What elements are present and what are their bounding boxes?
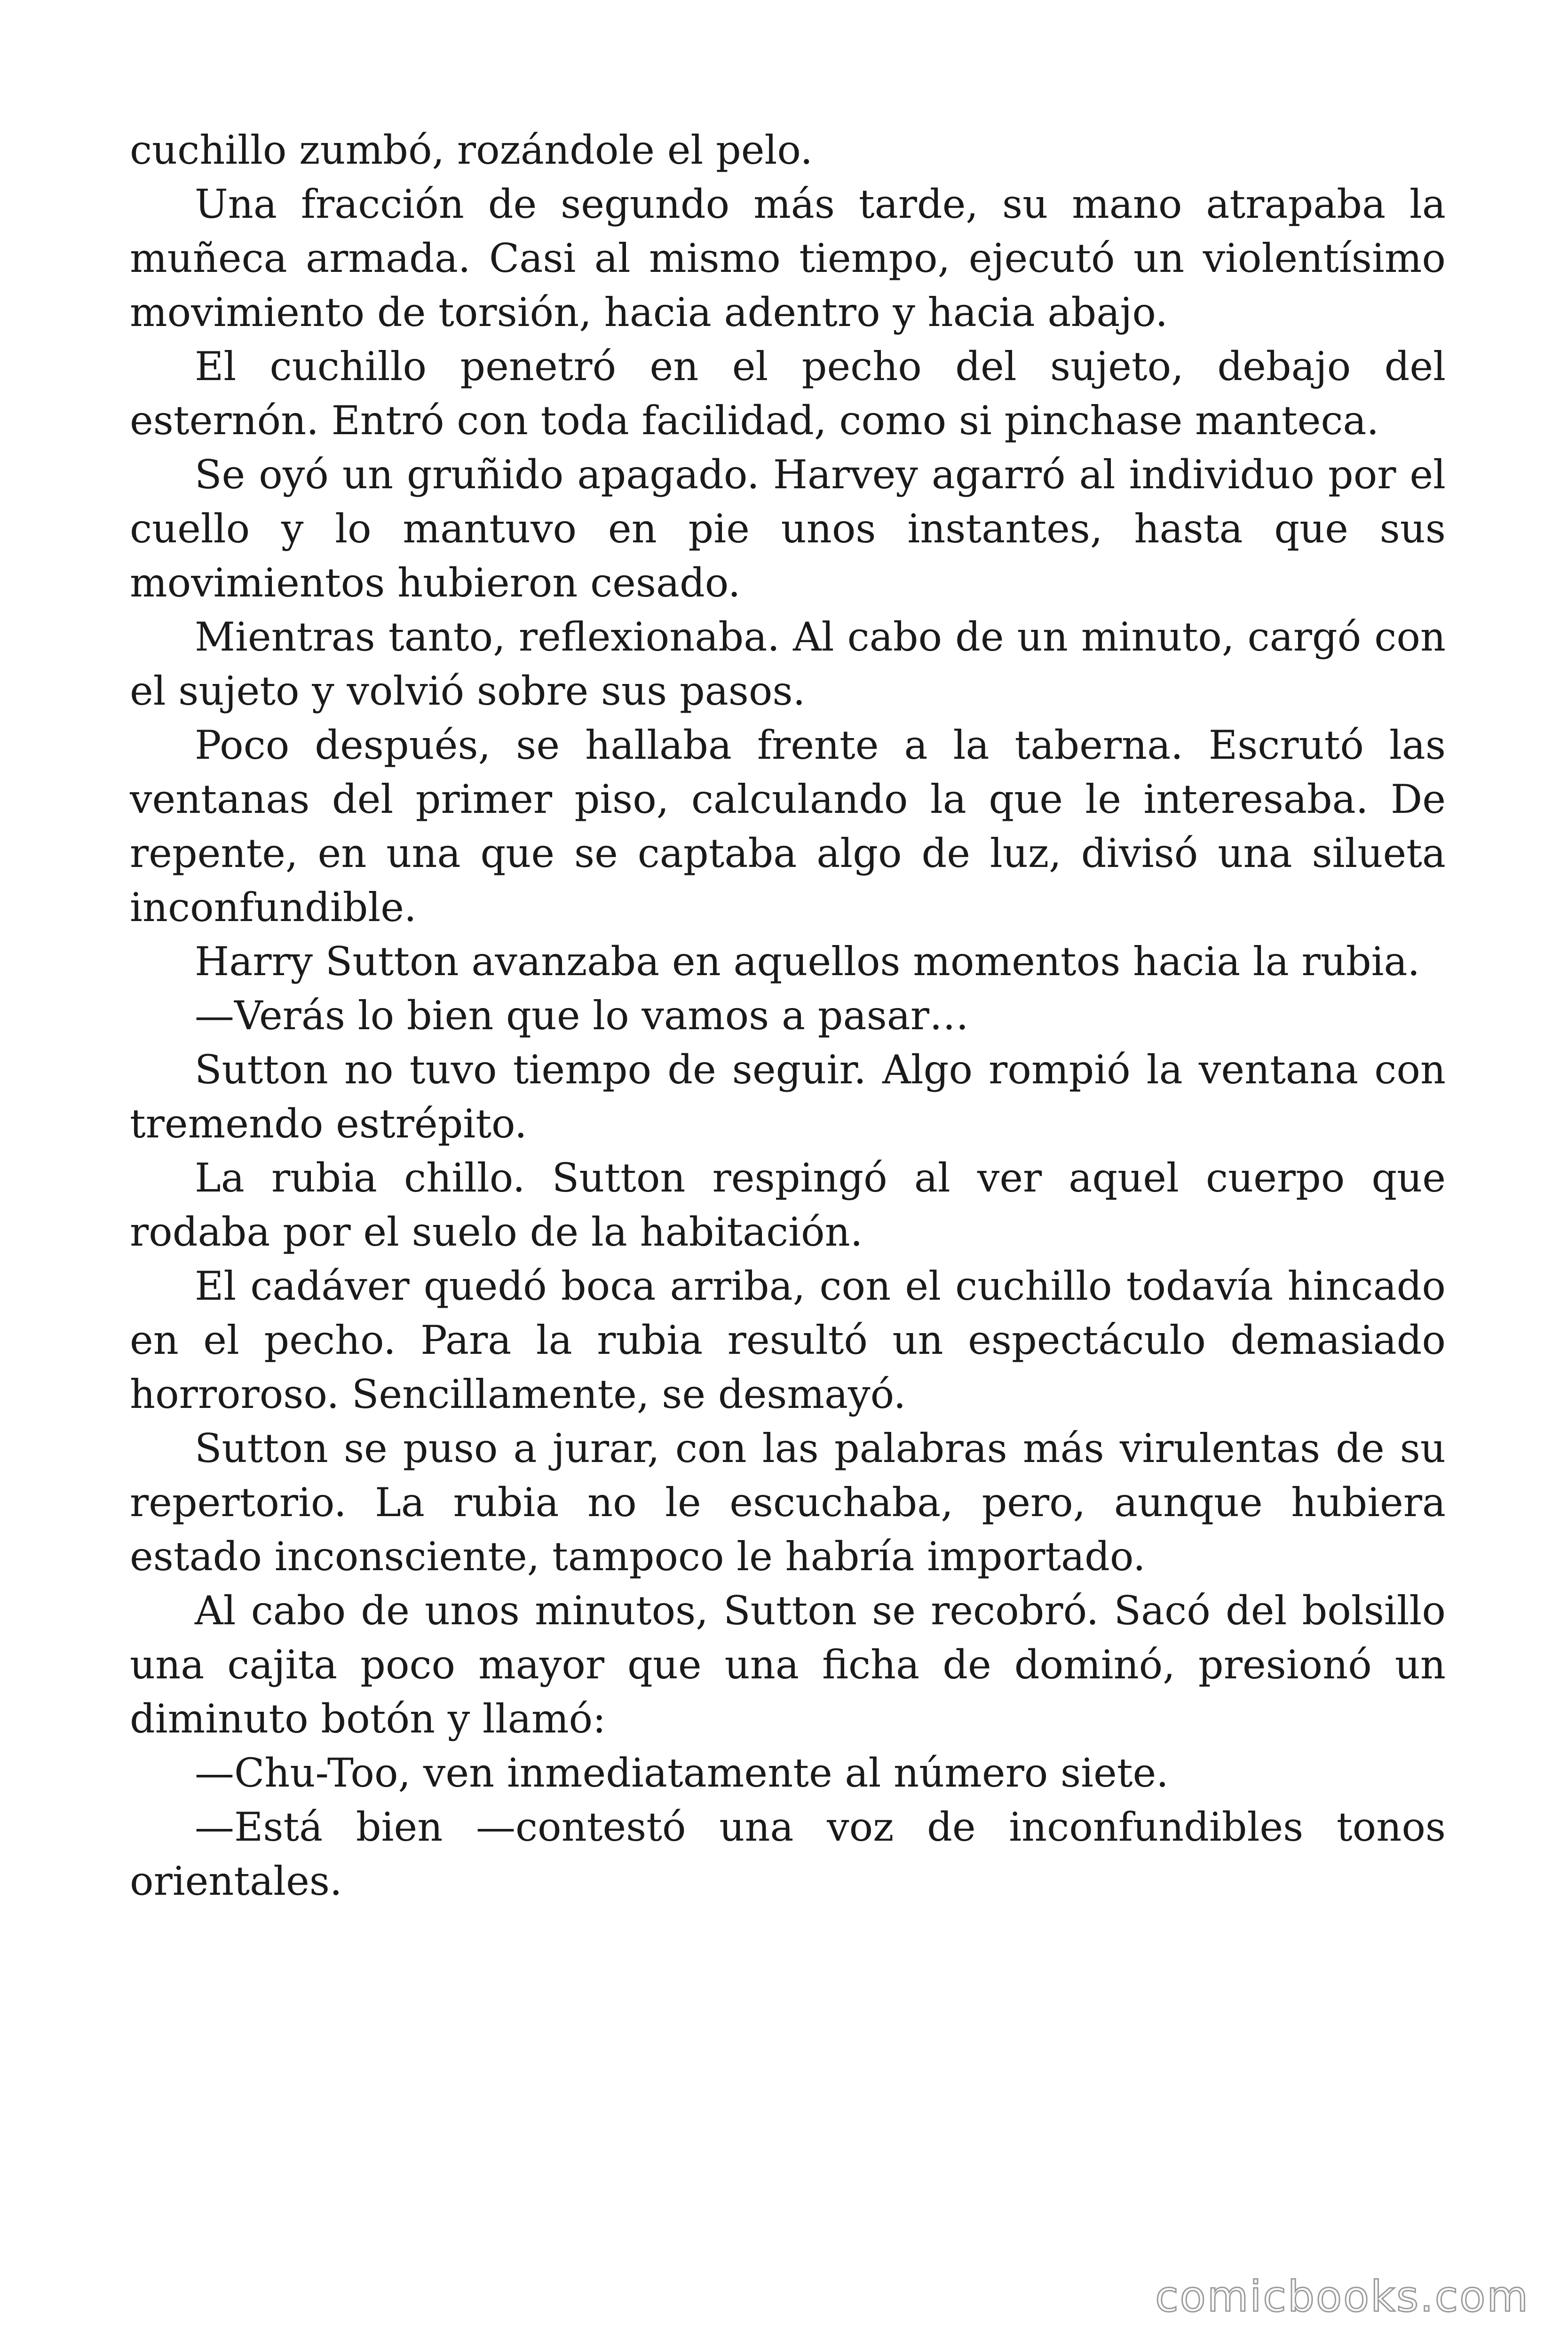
paragraph: Mientras tanto, reflexionaba. Al cabo de un minuto, cargó con el sujeto y volvió sobre sus pasos. xyxy=(130,614,1446,714)
paragraph: —Verás lo bien que lo vamos a pasar… xyxy=(195,993,969,1039)
paragraph: Una fracción de segundo más tarde, su mano atrapaba la muñeca armada. Casi al mismo tiempo, ejecutó un violentísimo movimiento de torsión, hacia adentro y hacia abajo. xyxy=(130,181,1446,335)
paragraph: El cadáver quedó boca arriba, con el cuchillo todavía hincado en el pecho. Para la rubia resultó un espectáculo demasiado horroroso. Sencillamente, se desmayó. xyxy=(130,1263,1446,1417)
paragraph: cuchillo zumbó, rozándole el pelo. xyxy=(130,127,813,173)
paragraph: —Está bien —contestó una voz de inconfundibles tonos orientales. xyxy=(130,1804,1446,1904)
paragraph: Poco después, se hallaba frente a la taberna. Escrutó las ventanas del primer piso, calculando la que le interesaba. De repente, en una que se captaba algo de luz, divisó una silueta inconfundible. xyxy=(130,722,1446,930)
paragraph: —Chu-Too, ven inmediatamente al número siete. xyxy=(195,1750,1169,1796)
paragraph: Sutton se puso a jurar, con las palabras más virulentas de su repertorio. La rubia no le escuchaba, pero, aunque hubiera estado inconsciente, tampoco le habría importado. xyxy=(130,1425,1446,1580)
paragraph: La rubia chillo. Sutton respingó al ver aquel cuerpo que rodaba por el suelo de la habitación. xyxy=(130,1155,1446,1255)
watermark: comicbooks.com xyxy=(1155,2272,1529,2321)
paragraph: Harry Sutton avanzaba en aquellos momentos hacia la rubia. xyxy=(195,938,1420,985)
paragraph: Al cabo de unos minutos, Sutton se recobró. Sacó del bolsillo una cajita poco mayor que una ficha de dominó, presionó un diminuto botón y llamó: xyxy=(130,1588,1446,1742)
paragraph: El cuchillo penetró en el pecho del sujeto, debajo del esternón. Entró con toda facilidad, como si pinchase manteca. xyxy=(130,343,1446,444)
paragraph: Sutton no tuvo tiempo de seguir. Algo rompió la ventana con tremendo estrépito. xyxy=(130,1047,1446,1147)
page-body-text xyxy=(130,123,1446,1908)
paragraph: Se oyó un gruñido apagado. Harvey agarró al individuo por el cuello y lo mantuvo en pie unos instantes, hasta que sus movimientos hubieron cesado. xyxy=(130,452,1446,606)
